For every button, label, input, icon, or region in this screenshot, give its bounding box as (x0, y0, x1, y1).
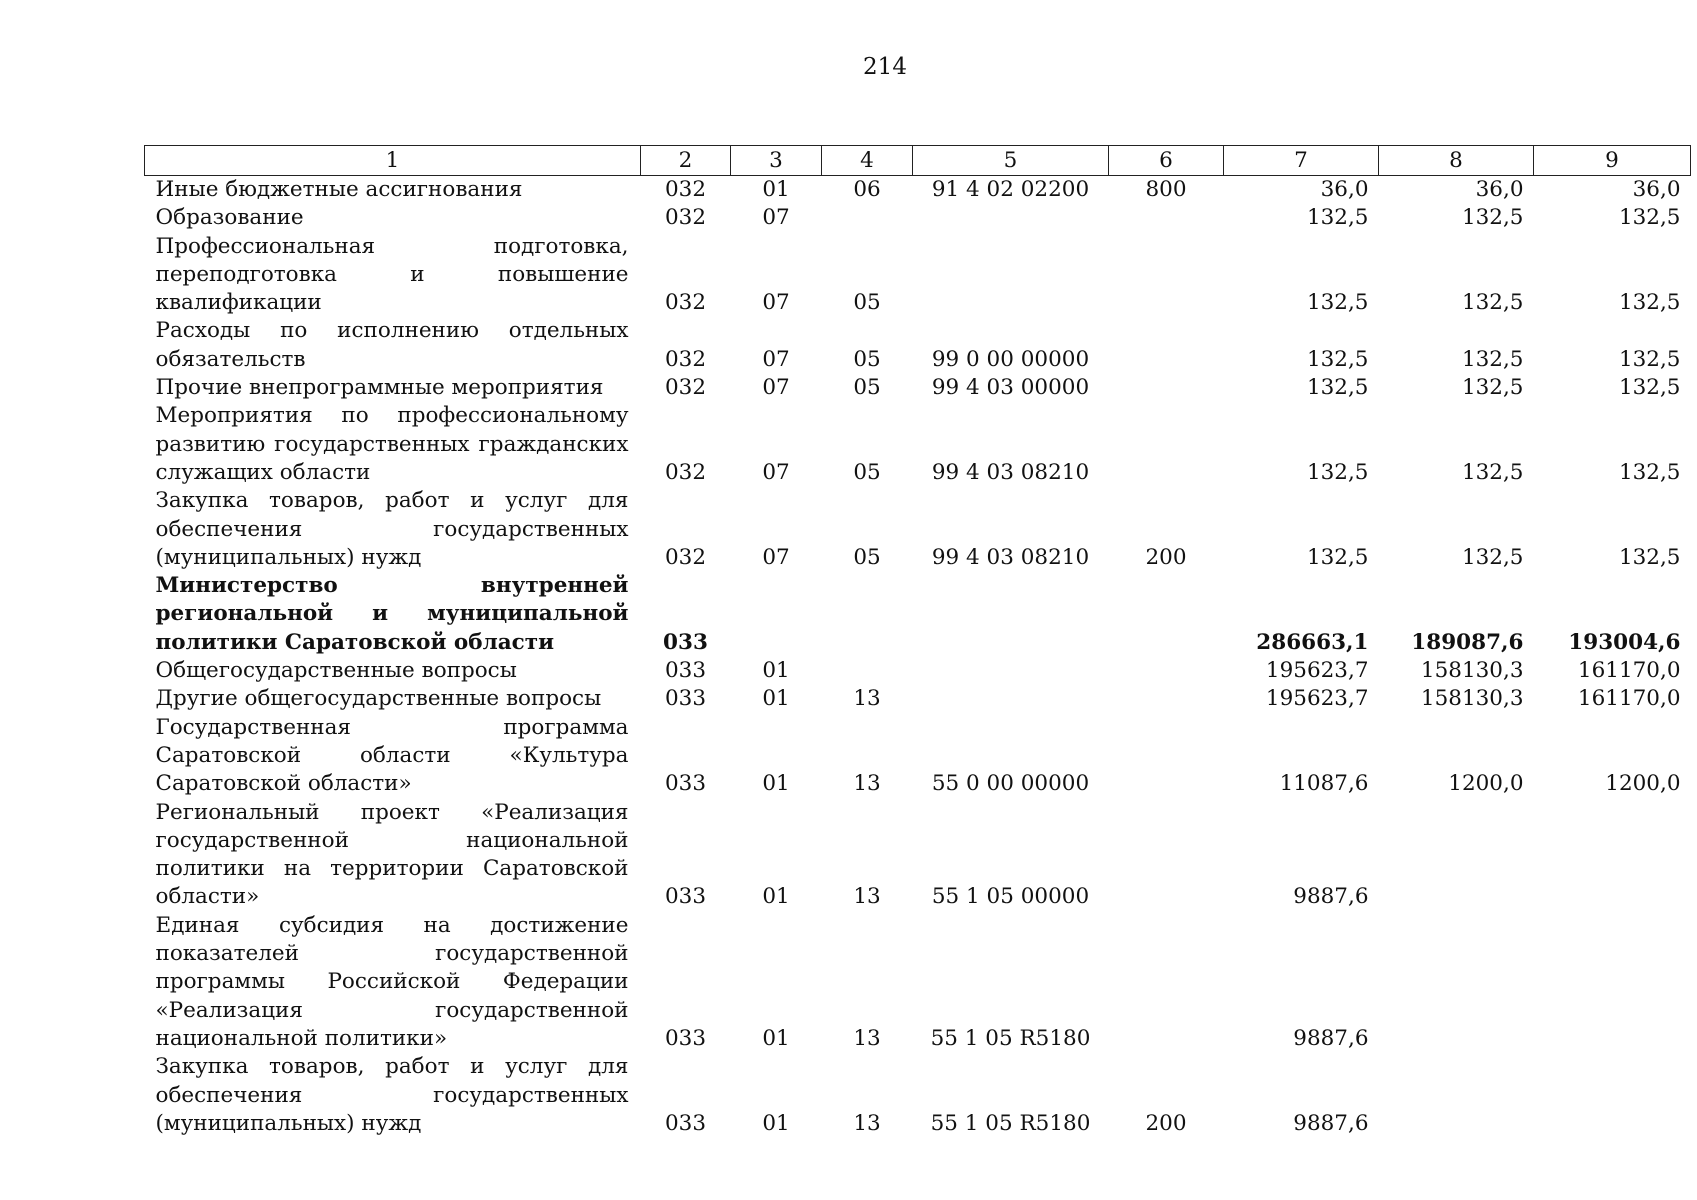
cell-target-article (913, 233, 1109, 318)
cell-code: 032 (664, 177, 707, 202)
cell-amount-2: 132,5 (1461, 375, 1524, 401)
row-name-text: Закупка товаров, работ и услуг для обеспечения государственных (муниципальных) нужд (155, 1054, 629, 1136)
cell-target-article (913, 572, 1109, 657)
cell-name (145, 317, 641, 374)
cell-amount-3 (1534, 912, 1691, 1053)
cell-code: 033 (664, 1110, 707, 1136)
table-body (145, 176, 1691, 1139)
column-header-7: 7 (1224, 146, 1379, 176)
table-row (145, 204, 1691, 232)
cell-expense-type (1109, 685, 1224, 713)
cell-expense-type (1109, 317, 1224, 374)
cell-code: 032 (664, 375, 707, 401)
cell-amount-1: 195623,7 (1265, 658, 1369, 684)
row-name-text: Другие общегосударственные вопросы (155, 686, 602, 712)
cell-amount-1: 195623,7 (1265, 686, 1369, 712)
cell-section: 01 (762, 658, 790, 684)
table-row (145, 374, 1691, 402)
cell-amount-1: 11087,6 (1279, 771, 1369, 797)
cell-subsection: 05 (853, 346, 881, 372)
row-name-text: Профессиональная подготовка, переподготовка и повышение квалификации (155, 233, 629, 316)
cell-target-article: 91 4 02 02200 (931, 177, 1090, 202)
cell-section: 01 (762, 1110, 790, 1136)
cell-amount-1: 132,5 (1306, 459, 1369, 485)
cell-name (145, 912, 641, 1053)
table-row (145, 176, 1691, 205)
table-row (145, 1053, 1691, 1138)
cell-name (145, 374, 641, 402)
budget-table (144, 145, 1691, 1138)
cell-amount-2 (1379, 1053, 1534, 1138)
cell-subsection: 06 (853, 177, 881, 202)
cell-amount-3: 132,5 (1618, 459, 1681, 485)
column-header-9: 9 (1534, 146, 1691, 176)
cell-section: 07 (762, 459, 790, 485)
cell-code: 033 (664, 771, 707, 797)
cell-subsection: 05 (853, 544, 881, 570)
cell-amount-2 (1379, 912, 1534, 1053)
column-header-8: 8 (1379, 146, 1534, 176)
cell-amount-2: 1200,0 (1448, 771, 1524, 797)
header-row (145, 146, 1691, 176)
cell-amount-1: 9887,6 (1293, 1025, 1369, 1051)
row-name-text: Министерство внутренней региональной и муниципальной политики Саратовской области (155, 573, 629, 655)
table-row (145, 402, 1691, 487)
cell-expense-type: 800 (1145, 177, 1187, 202)
cell-expense-type (1109, 657, 1224, 685)
row-name-text: Иные бюджетные ассигнования (155, 177, 523, 202)
cell-amount-1: 132,5 (1306, 290, 1369, 316)
cell-amount-3: 132,5 (1618, 544, 1681, 570)
cell-subsection (822, 204, 913, 232)
cell-target-article: 55 1 05 R5180 (930, 1025, 1091, 1051)
cell-section: 07 (762, 346, 790, 372)
cell-name (145, 714, 641, 799)
cell-section: 01 (762, 686, 790, 712)
cell-name (145, 204, 641, 232)
cell-amount-2: 189087,6 (1411, 629, 1524, 655)
cell-section: 07 (762, 205, 790, 231)
table-row (145, 572, 1691, 657)
column-header-4: 4 (822, 146, 913, 176)
cell-subsection: 13 (853, 771, 881, 797)
cell-expense-type: 200 (1145, 544, 1187, 570)
table-row (145, 714, 1691, 799)
cell-section: 01 (762, 1025, 790, 1051)
row-name-text: Общегосударственные вопросы (155, 658, 517, 684)
cell-section: 01 (762, 177, 790, 202)
cell-amount-2: 132,5 (1461, 459, 1524, 485)
cell-amount-2: 158130,3 (1420, 686, 1524, 712)
cell-expense-type (1109, 572, 1224, 657)
cell-code: 032 (664, 459, 707, 485)
cell-name (145, 685, 641, 713)
column-header-5: 5 (913, 146, 1109, 176)
cell-name (145, 176, 641, 205)
cell-section: 01 (762, 771, 790, 797)
cell-amount-3: 161170,0 (1577, 658, 1681, 684)
cell-name (145, 1053, 641, 1138)
cell-target-article: 55 0 00 00000 (931, 771, 1090, 797)
row-name-text: Прочие внепрограммные мероприятия (155, 375, 604, 401)
cell-code: 033 (664, 884, 707, 910)
cell-code: 033 (664, 658, 707, 684)
table-row (145, 487, 1691, 572)
cell-amount-3 (1534, 1053, 1691, 1138)
table-row (145, 799, 1691, 912)
cell-name (145, 572, 641, 657)
row-name-text: Образование (155, 205, 304, 231)
cell-amount-3: 132,5 (1618, 375, 1681, 401)
page-number: 214 (863, 54, 907, 80)
column-header-3: 3 (731, 146, 822, 176)
cell-name (145, 402, 641, 487)
row-name-text: Единая субсидия на достижение показателей государственной программы Российской Федерации «Реализация государственной национальной политики» (155, 912, 629, 1051)
cell-section: 07 (762, 375, 790, 401)
cell-section: 01 (762, 884, 790, 910)
cell-subsection (822, 572, 913, 657)
cell-subsection: 13 (853, 686, 881, 712)
cell-amount-1: 36,0 (1320, 177, 1369, 202)
cell-name (145, 657, 641, 685)
cell-target-article: 99 0 00 00000 (931, 346, 1090, 372)
table-row (145, 912, 1691, 1053)
cell-amount-1: 132,5 (1306, 544, 1369, 570)
cell-amount-3: 1200,0 (1605, 771, 1681, 797)
cell-target-article (913, 204, 1109, 232)
table-row (145, 233, 1691, 318)
cell-code: 033 (664, 686, 707, 712)
cell-amount-2: 36,0 (1475, 177, 1524, 202)
cell-subsection: 05 (853, 375, 881, 401)
cell-subsection: 13 (853, 1025, 881, 1051)
cell-code: 032 (664, 346, 707, 372)
cell-section (731, 572, 822, 657)
table-row (145, 657, 1691, 685)
row-name-text: Расходы по исполнению отдельных обязательств (155, 318, 629, 372)
cell-amount-2 (1379, 799, 1534, 912)
cell-amount-2: 132,5 (1461, 346, 1524, 372)
cell-subsection: 13 (853, 1110, 881, 1136)
cell-code: 032 (664, 290, 707, 316)
cell-code: 033 (664, 1025, 707, 1051)
cell-target-article: 99 4 03 00000 (931, 375, 1090, 401)
cell-code: 032 (664, 205, 707, 231)
cell-subsection (822, 657, 913, 685)
cell-amount-3: 161170,0 (1577, 686, 1681, 712)
cell-amount-2: 132,5 (1461, 290, 1524, 316)
cell-expense-type (1109, 374, 1224, 402)
cell-expense-type (1109, 912, 1224, 1053)
cell-target-article (913, 685, 1109, 713)
cell-name (145, 487, 641, 572)
cell-amount-2: 132,5 (1461, 544, 1524, 570)
row-name-text: Мероприятия по профессиональному развитию государственных гражданских служащих области (155, 403, 629, 485)
cell-target-article: 55 1 05 00000 (931, 884, 1090, 910)
cell-amount-1: 132,5 (1306, 205, 1369, 231)
cell-amount-2: 132,5 (1461, 205, 1524, 231)
cell-code: 032 (664, 544, 707, 570)
cell-subsection: 13 (853, 884, 881, 910)
row-name-text: Региональный проект «Реализация государственной национальной политики на территории Саратовской области» (155, 799, 629, 910)
table-row (145, 317, 1691, 374)
cell-code: 033 (663, 629, 708, 655)
cell-amount-1: 132,5 (1306, 346, 1369, 372)
cell-name (145, 799, 641, 912)
table-header (145, 146, 1691, 176)
cell-target-article: 55 1 05 R5180 (930, 1110, 1091, 1136)
cell-subsection: 05 (853, 459, 881, 485)
column-header-2: 2 (641, 146, 731, 176)
cell-amount-1: 9887,6 (1293, 884, 1369, 910)
cell-amount-3: 132,5 (1618, 346, 1681, 372)
cell-section: 07 (762, 290, 790, 316)
cell-expense-type (1109, 402, 1224, 487)
cell-expense-type (1109, 233, 1224, 318)
column-header-1: 1 (145, 146, 641, 176)
cell-amount-2: 158130,3 (1420, 658, 1524, 684)
cell-amount-3 (1534, 799, 1691, 912)
cell-name (145, 233, 641, 318)
cell-expense-type (1109, 799, 1224, 912)
column-header-6: 6 (1109, 146, 1224, 176)
cell-amount-3: 132,5 (1618, 205, 1681, 231)
cell-expense-type (1109, 204, 1224, 232)
cell-target-article: 99 4 03 08210 (931, 544, 1090, 570)
cell-amount-3: 132,5 (1618, 290, 1681, 316)
table-row (145, 685, 1691, 713)
cell-amount-1: 132,5 (1306, 375, 1369, 401)
cell-amount-3: 36,0 (1632, 177, 1681, 202)
cell-amount-1: 9887,6 (1293, 1110, 1369, 1136)
cell-expense-type (1109, 714, 1224, 799)
cell-amount-3: 193004,6 (1568, 629, 1681, 655)
cell-target-article: 99 4 03 08210 (931, 459, 1090, 485)
row-name-text: Закупка товаров, работ и услуг для обеспечения государственных (муниципальных) нужд (155, 488, 629, 570)
cell-subsection: 05 (853, 290, 881, 316)
cell-target-article (913, 657, 1109, 685)
cell-amount-1: 286663,1 (1256, 629, 1369, 655)
cell-expense-type: 200 (1145, 1110, 1187, 1136)
row-name-text: Государственная программа Саратовской области «Культура Саратовской области» (155, 714, 629, 797)
cell-section: 07 (762, 544, 790, 570)
